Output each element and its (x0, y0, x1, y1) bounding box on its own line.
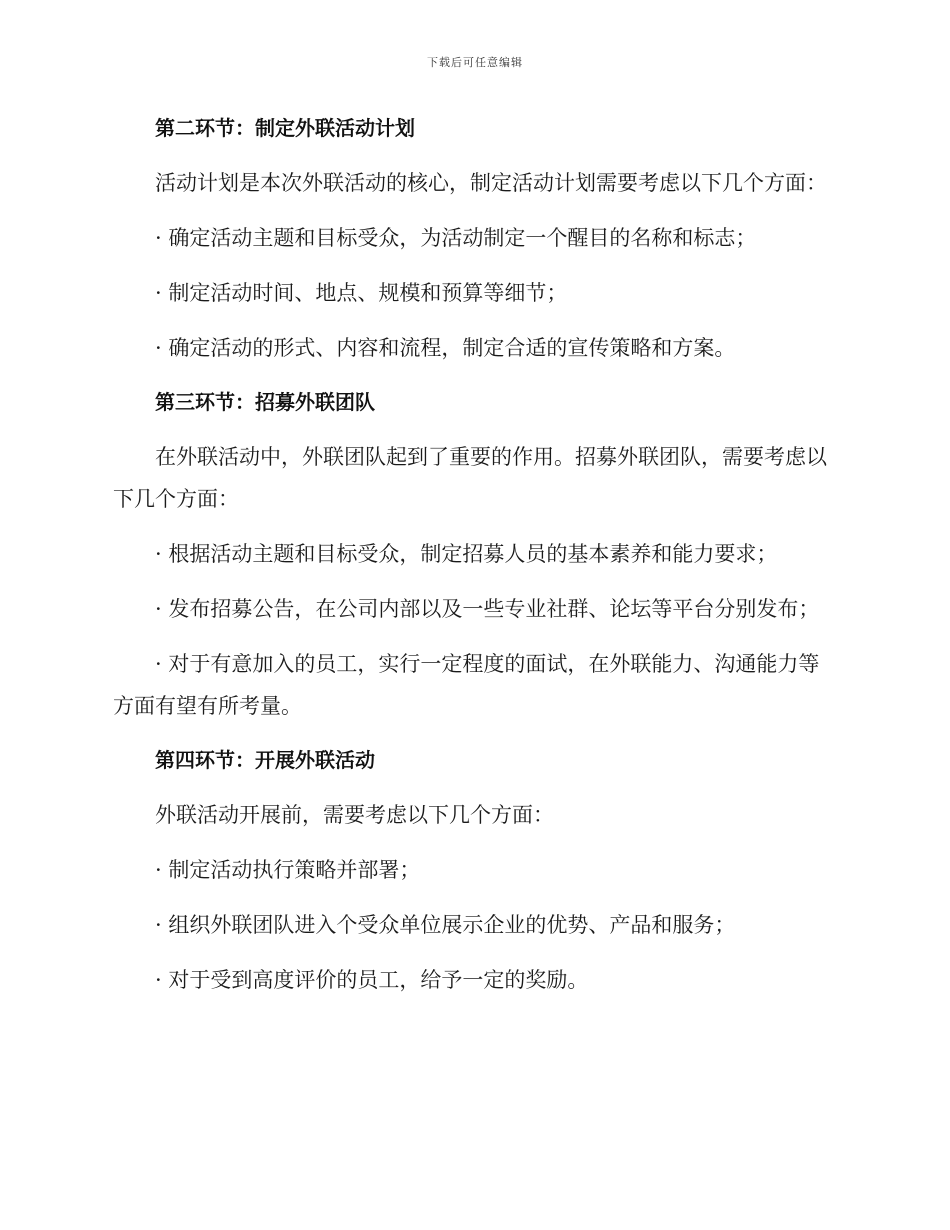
bullet-item: · 确定活动的形式、内容和流程，制定合适的宣传策略和方案。 (155, 336, 736, 360)
bullet-item: · 组织外联团队进入个受众单位展示企业的优势、产品和服务； (155, 913, 736, 937)
section-4 (113, 740, 831, 1001)
bullet-item: · 确定活动主题和目标受众，为活动制定一个醒目的名称和标志； (155, 226, 757, 250)
paragraph: 在外联活动中，外联团队起到了重要的作用。招募外联团队，需要考虑以下几个方面： (113, 445, 827, 511)
paragraph: 活动计划是本次外联活动的核心，制定活动计划需要考虑以下几个方面： (155, 171, 827, 195)
document-body (113, 108, 831, 1014)
section-heading: 第三环节：招募外联团队 (155, 390, 375, 414)
section-3 (113, 382, 831, 727)
bullet-item: · 制定活动时间、地点、规模和预算等细节； (155, 281, 568, 305)
bullet-item: · 制定活动执行策略并部署； (155, 858, 421, 882)
bullet-item: · 发布招募公告，在公司内部以及一些专业社群、论坛等平台分别发布； (155, 597, 820, 621)
section-heading: 第四环节：开展外联活动 (155, 748, 375, 772)
bullet-item: · 根据活动主题和目标受众，制定招募人员的基本素养和能力要求； (155, 542, 778, 566)
section-heading: 第二环节：制定外联活动计划 (155, 116, 415, 140)
bullet-item: · 对于受到高度评价的员工，给予一定的奖励。 (155, 968, 589, 992)
section-2 (113, 108, 831, 369)
bullet-item: · 对于有意加入的员工，实行一定程度的面试，在外联能力、沟通能力等方面有望有所考量。 (113, 652, 820, 718)
header-note: 下载后可任意编辑 (427, 56, 523, 69)
paragraph: 外联活动开展前，需要考虑以下几个方面： (155, 803, 554, 827)
